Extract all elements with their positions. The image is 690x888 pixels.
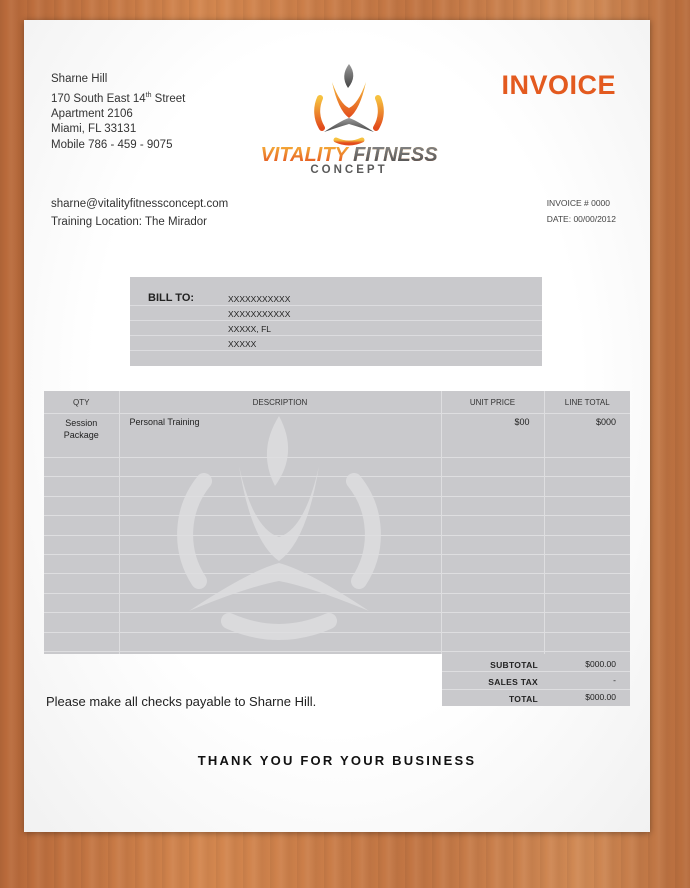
bill-to-box — [130, 277, 542, 366]
bill-to-line: XXXXXXXXXXX — [228, 294, 291, 304]
brand-tagline: CONCEPT — [310, 164, 388, 176]
sender-name: Sharne Hill — [51, 73, 108, 85]
total-row — [442, 689, 630, 706]
totals-box — [442, 654, 630, 706]
subtotal-label: SUBTOTAL — [490, 660, 538, 670]
sender-mobile: Mobile 786 - 459 - 9075 — [51, 138, 173, 151]
invoice-meta — [547, 195, 616, 227]
bill-to-line: XXXXX — [228, 339, 257, 349]
brand-name: VITALITY FITNESS — [244, 144, 454, 167]
bill-to-lines — [228, 292, 290, 352]
invoice-date: DATE: 00/00/2012 — [546, 214, 616, 224]
table-row — [44, 613, 630, 632]
sender-address — [51, 72, 185, 153]
sender-street: 170 South East 14th Street — [51, 91, 186, 105]
cell-description: Personal Training — [119, 414, 441, 458]
bill-to-line: XXXXXXXXXXX — [228, 309, 291, 319]
sales-tax-value: - — [613, 675, 616, 685]
total-label: TOTAL — [508, 694, 538, 704]
invoice-paper — [24, 20, 650, 832]
training-location: Training Location: The Mirador — [51, 216, 207, 228]
bill-to-label: BILL TO: — [148, 292, 195, 304]
table-row — [44, 458, 630, 477]
bill-to-line: XXXXX, FL — [228, 324, 271, 334]
table-row — [44, 414, 630, 458]
sender-email: sharne@vitalityfitnessconcept.com — [51, 198, 229, 210]
table-row — [44, 516, 630, 535]
table-row — [44, 554, 630, 573]
header-qty: QTY — [44, 391, 119, 414]
sender-contact — [51, 195, 228, 231]
invoice-number: INVOICE # 0000 — [546, 198, 610, 208]
payable-note: Please make all checks payable to Sharne Hill. — [46, 694, 317, 709]
table-header-row — [44, 391, 630, 414]
sender-apartment: Apartment 2106 — [51, 107, 133, 120]
cell-line-total: $000 — [544, 414, 630, 458]
cell-qty: Session Package — [44, 414, 119, 458]
subtotal-row — [442, 654, 630, 672]
header-description: DESCRIPTION — [119, 391, 441, 414]
cell-unit-price: $00 — [441, 414, 544, 458]
subtotal-value: $000.00 — [585, 659, 616, 669]
total-value: $000.00 — [585, 692, 616, 702]
table-row — [44, 593, 630, 612]
invoice-title: INVOICE — [501, 70, 616, 100]
table-row — [44, 477, 630, 496]
table-row — [44, 535, 630, 554]
header-unit-price: UNIT PRICE — [441, 391, 544, 414]
header-line-total: LINE TOTAL — [544, 391, 630, 414]
items-table — [44, 391, 630, 654]
table-row — [44, 632, 630, 651]
sender-city: Miami, FL 33131 — [51, 123, 137, 136]
table-row — [44, 496, 630, 515]
items-grid — [44, 391, 630, 654]
sales-tax-label: SALES TAX — [488, 677, 538, 687]
sales-tax-row — [442, 672, 630, 690]
thank-you-message: THANK YOU FOR YOUR BUSINESS — [197, 753, 477, 768]
table-row — [44, 574, 630, 593]
